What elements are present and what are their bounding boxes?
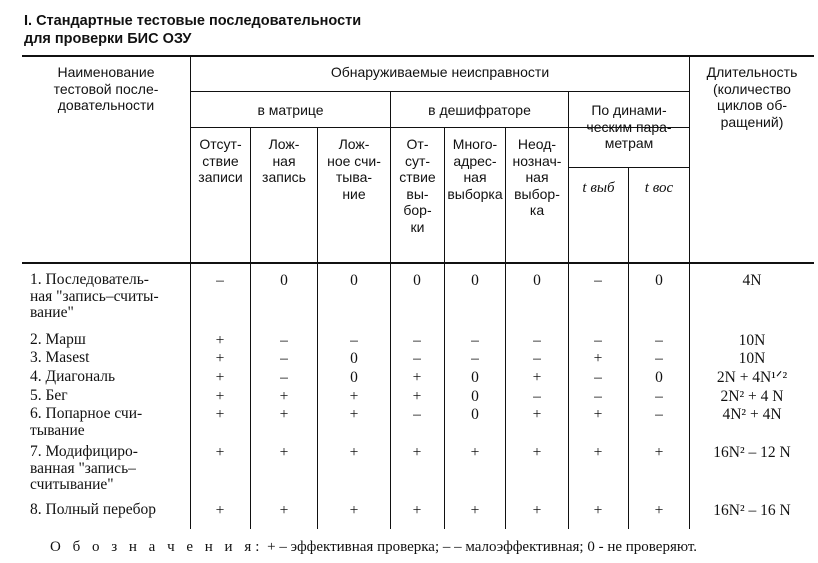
table-cell: 0 (471, 369, 479, 386)
table-cell: – (533, 350, 541, 367)
table-cell: + (532, 369, 542, 386)
table-cell: – (533, 388, 541, 405)
table-cell: – (655, 388, 663, 405)
header-decoder-group: в дешифраторе (428, 102, 531, 118)
table-cell-duration: 2N + 4N¹ᐟ² (716, 369, 788, 386)
table-cell: + (215, 406, 225, 423)
header-col-multi-address: Много- адрес- ная выборка (447, 136, 503, 202)
table-caption (24, 12, 361, 48)
table-cell: + (215, 332, 225, 349)
table-cell-duration: 16N² – 12 N (713, 444, 791, 461)
table-cell-duration: 10N (738, 332, 766, 349)
col-divider-5 (628, 168, 629, 529)
table-row-name: 3. Masest (30, 349, 90, 366)
table-cell: 0 (655, 272, 663, 289)
table-cell: + (532, 406, 542, 423)
table-cell: – (216, 272, 224, 289)
legend (50, 539, 697, 556)
table-cell: + (654, 444, 664, 461)
table-row-name: 4. Диагональ (30, 368, 116, 385)
table-cell-duration: 4N² + 4N (722, 406, 782, 423)
table-cell: + (593, 406, 603, 423)
table-cell: 0 (533, 272, 541, 289)
table-cell: – (413, 350, 421, 367)
table-cell: + (279, 406, 289, 423)
table-cell: – (533, 332, 541, 349)
table-cell: – (655, 406, 663, 423)
table-cell: + (412, 444, 422, 461)
table-row-name: 2. Марш (30, 331, 86, 348)
table-cell: + (215, 502, 225, 519)
table-row-name: 5. Бег (30, 387, 68, 404)
table-cell: – (471, 332, 479, 349)
group-divider-2 (568, 92, 569, 529)
header-col-false-read: Лож- ное счи- тыва- ние (327, 136, 381, 202)
table-cell: + (349, 388, 359, 405)
table-cell: 0 (655, 369, 663, 386)
table-cell: – (413, 332, 421, 349)
header-duration-col: Длительность (количество циклов об- ращений) (706, 64, 798, 130)
table-cell: 0 (471, 406, 479, 423)
table-cell: + (412, 502, 422, 519)
header-col-false-write: Лож- ная запись (262, 136, 306, 185)
table-cell: + (470, 444, 480, 461)
table-cell: + (470, 502, 480, 519)
header-dynamic-group: По динами- ческим пара- метрам (586, 102, 672, 151)
header-faults-group: Обнаруживаемые неисправности (330, 64, 550, 80)
table-cell: – (594, 369, 602, 386)
table-cell: – (413, 406, 421, 423)
table-cell: + (279, 502, 289, 519)
table-cell: + (532, 502, 542, 519)
table-row-name: 6. Попарное счи- тывание (30, 405, 143, 439)
table-cell: + (279, 444, 289, 461)
table-cell: + (412, 369, 422, 386)
table-cell-duration: 4N (742, 272, 762, 289)
table-cell-duration: 2N² + 4 N (720, 388, 784, 405)
caption-line-1: I. Стандартные тестовые последовательности (24, 13, 362, 29)
table-cell: 0 (471, 272, 479, 289)
table-cell: – (280, 350, 288, 367)
table-cell: – (350, 332, 358, 349)
table-row-name: 8. Полный перебор (30, 501, 157, 518)
table-cell: + (412, 388, 422, 405)
table-top-rule (22, 55, 814, 57)
header-bottom-rule (22, 262, 814, 264)
table-cell: + (349, 406, 359, 423)
table-cell: – (471, 350, 479, 367)
table-cell: + (279, 388, 289, 405)
table-cell: 0 (471, 388, 479, 405)
table-cell: + (349, 502, 359, 519)
table-cell: – (655, 350, 663, 367)
header-col-t-sel: t выб (582, 180, 615, 196)
table-cell: 0 (350, 272, 358, 289)
header-name-col: Наименование тестовой после- довательности (53, 64, 159, 113)
table-cell: + (532, 444, 542, 461)
col-divider-1 (250, 128, 251, 529)
table-cell: + (654, 502, 664, 519)
table-cell: + (215, 388, 225, 405)
table-row-name: 7. Модифициро- ванная "запись– считывание" (30, 443, 138, 493)
table-cell: + (593, 502, 603, 519)
table-cell: 0 (350, 369, 358, 386)
header-sub-rule (191, 91, 689, 92)
table-cell: – (280, 332, 288, 349)
table-row-name: 1. Последователь- ная "запись–считы- вание" (30, 271, 159, 321)
table-cell: + (349, 444, 359, 461)
table-cell: + (215, 444, 225, 461)
header-col-t-rec: t вос (644, 180, 674, 196)
header-col-no-select: От- сут- ствие вы- бор- ки (399, 136, 436, 235)
header-matrix-group: в матрице (257, 102, 324, 118)
table-cell-duration: 10N (738, 350, 766, 367)
header-col-no-write: Отсут- ствие записи (198, 136, 243, 185)
header-col-ambiguous: Неод- нознач- ная выбор- ка (512, 136, 562, 218)
caption-line-2: для проверки БИС ОЗУ (24, 31, 192, 47)
table-cell: 0 (280, 272, 288, 289)
legend-prefix: О б о з н а ч е н и я: (50, 539, 264, 555)
table-cell: + (593, 444, 603, 461)
table-cell: – (655, 332, 663, 349)
table-cell: + (215, 350, 225, 367)
table-cell: – (594, 332, 602, 349)
legend-text: + – эффективная проверка; – – малоэффективная; 0 - не проверяют. (263, 539, 698, 555)
table-cell: + (215, 369, 225, 386)
table-cell: – (594, 388, 602, 405)
table-cell: 0 (350, 350, 358, 367)
table-cell: – (280, 369, 288, 386)
table-cell: + (593, 350, 603, 367)
table-cell: 0 (413, 272, 421, 289)
table-cell: – (594, 272, 602, 289)
name-col-divider (190, 56, 191, 529)
table-cell-duration: 16N² – 16 N (713, 502, 791, 519)
